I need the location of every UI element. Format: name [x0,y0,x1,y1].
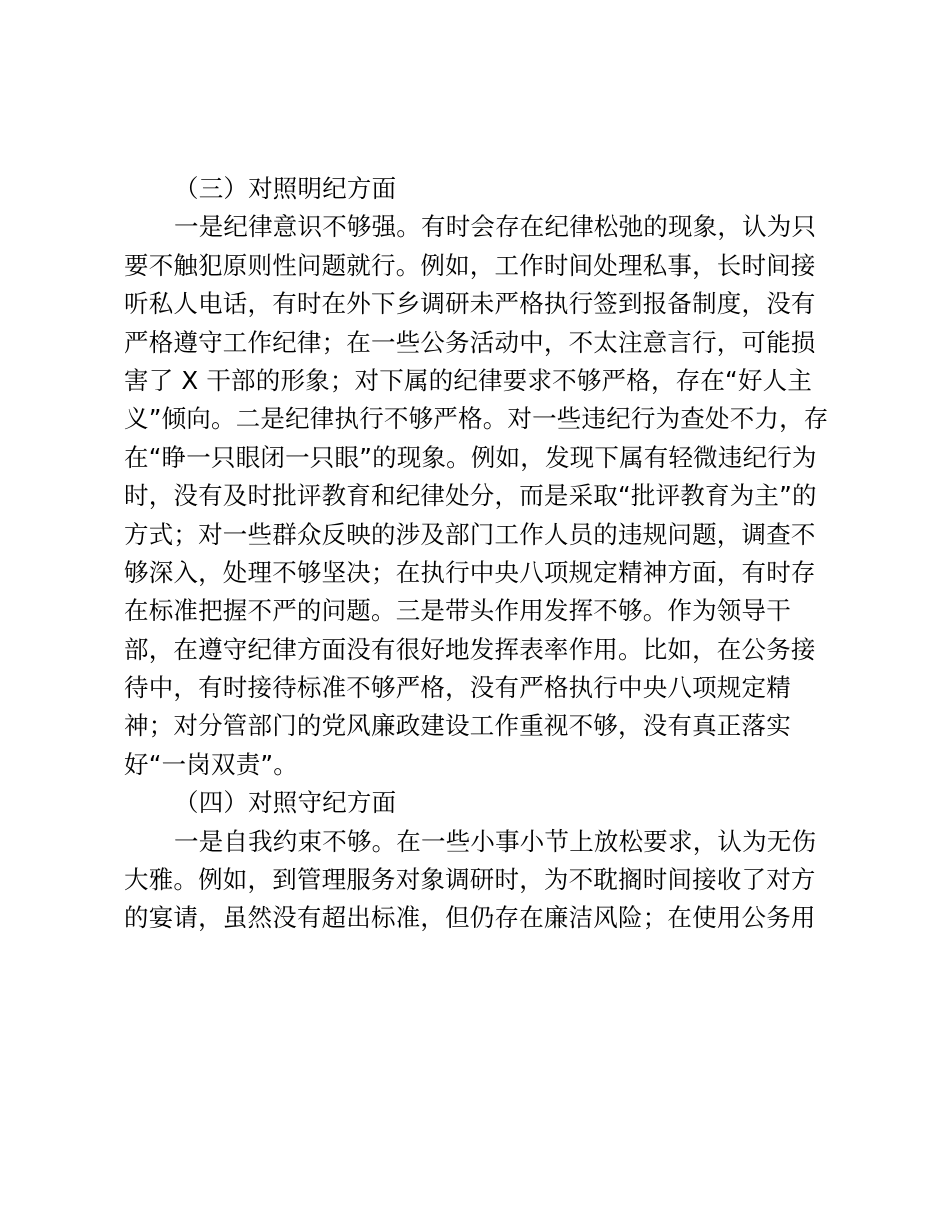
paragraph-line: 部，在遵守纪律方面没有很好地发挥表率作用。比如，在公务接 [124,634,816,664]
paragraph-line: 在“睁一只眼闭一只眼”的现象。例如，发现下属有轻微违纪行为 [124,442,817,472]
paragraph-line: 一是纪律意识不够强。有时会存在纪律松弛的现象，认为只 [174,212,817,242]
paragraph-line: 时，没有及时批评教育和纪律处分，而是采取“批评教育为主”的 [124,481,817,511]
paragraph-line: 神；对分管部门的党风廉政建设工作重视不够，没有真正落实 [124,711,791,741]
paragraph-line: 待中，有时接待标准不够严格，没有严格执行中央八项规定精 [124,673,791,703]
paragraph-line: 在标准把握不严的问题。三是带头作用发挥不够。作为领导干 [124,596,791,626]
paragraph-line: 害了 X 干部的形象；对下属的纪律要求不够严格，存在“好人主 [124,365,813,395]
paragraph-line: 一是自我约束不够。在一些小事小节上放松要求，认为无伤 [174,826,817,856]
document-body [124,170,844,938]
paragraph-line: 方式；对一些群众反映的涉及部门工作人员的违规问题，调查不 [124,519,816,549]
section-heading-3: （三）对照明纪方面 [174,174,397,203]
paragraph-line: 的宴请，虽然没有超出标准，但仍存在廉洁风险；在使用公务用 [124,903,816,933]
paragraph-line: 听私人电话，有时在外下乡调研未严格执行签到报备制度，没有 [124,289,816,319]
paragraph-line: 大雅。例如，到管理服务对象调研时，为不耽搁时间接收了对方 [124,865,816,895]
paragraph-line: 好“一岗双责”。 [124,749,298,779]
section-heading-4: （四）对照守纪方面 [174,788,397,818]
paragraph-line: 要不触犯原则性问题就行。例如，工作时间处理私事，长时间接 [124,250,816,280]
paragraph-line: 义”倾向。二是纪律执行不够严格。对一些违纪行为查处不力，存 [124,404,829,434]
paragraph-line: 严格遵守工作纪律；在一些公务活动中，不太注意言行，可能损 [124,327,816,357]
paragraph-line: 够深入，处理不够坚决；在执行中央八项规定精神方面，有时存 [124,557,816,587]
